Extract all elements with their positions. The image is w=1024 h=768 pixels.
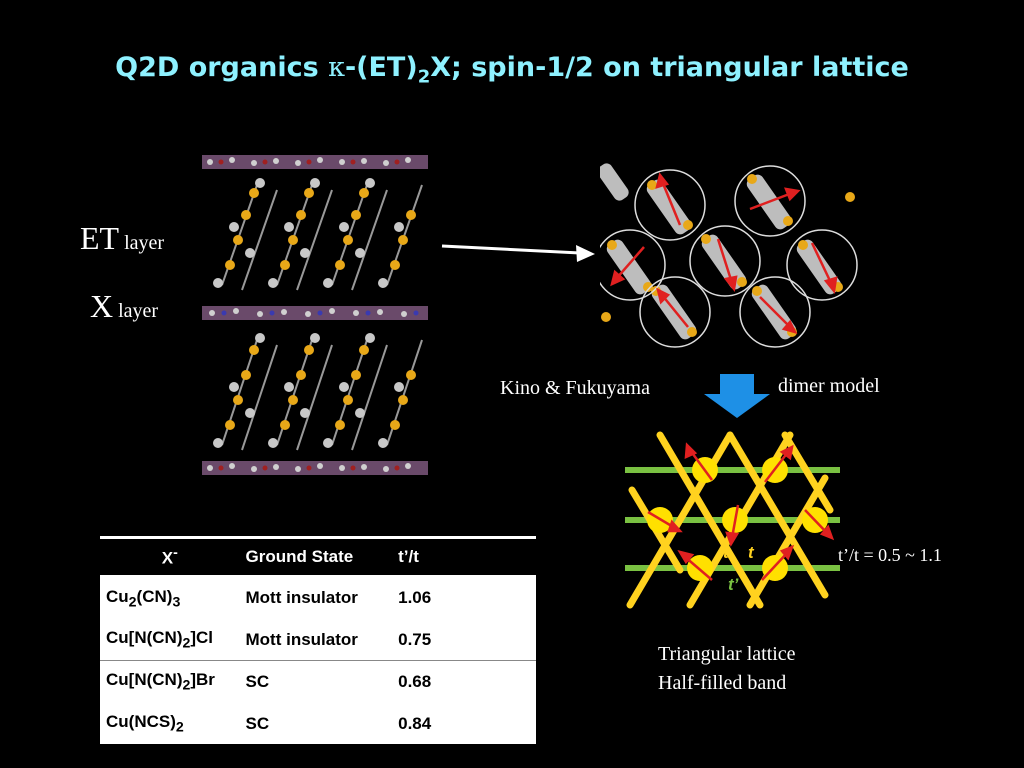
- header-ground-state: Ground State: [240, 538, 393, 577]
- dimer-structure-image: [600, 157, 858, 353]
- title-formula-a: -(ET): [344, 52, 418, 83]
- header-x-sup: -: [173, 545, 178, 561]
- ratio-label: t’/t = 0.5 ~ 1.1: [838, 545, 942, 565]
- page-title: [0, 52, 1024, 87]
- triangular-lattice-diagram: [620, 430, 845, 610]
- t-label-2: t: [748, 543, 754, 562]
- et-layer-word: layer: [119, 232, 165, 254]
- cell-x: $Cu(NCS)_2$: [106, 711, 184, 736]
- cell-x: $Cu[N(CN)_2]Cl$: [106, 628, 214, 652]
- ground-state-table-container: [100, 536, 536, 744]
- cell-x: $Cu[N(CN)_2]Br$: [100, 661, 240, 703]
- table-header-row: [100, 538, 536, 577]
- table-row: [100, 619, 536, 661]
- cell-x: $Cu_2(CN)_3$: [106, 586, 181, 611]
- x-layer-word: layer: [113, 300, 159, 322]
- cell-ratio: 0.84: [398, 713, 432, 733]
- triangular-lattice-label: Triangular lattice: [658, 643, 796, 665]
- cell-ground-state: Mott insulator: [245, 629, 358, 649]
- dimer-model-label: dimer model: [778, 375, 880, 397]
- cell-ground-state: Mott insulator: [245, 588, 358, 608]
- et-layer-label: [80, 220, 164, 257]
- table-row: [100, 661, 536, 703]
- x-label-text: X: [90, 288, 114, 324]
- kappa-symbol: κ: [328, 52, 345, 83]
- table-row: [100, 703, 536, 744]
- title-formula-b: X; spin-1/2 on triangular lattice: [430, 52, 909, 83]
- cell-ratio: 0.75: [398, 629, 432, 649]
- half-filled-band-label: Half-filled band: [658, 672, 787, 694]
- down-arrow-icon: [704, 374, 770, 418]
- header-ratio: t’/t: [392, 538, 536, 577]
- anion-layer-middle: [202, 306, 428, 320]
- x-layer-label: [90, 288, 158, 325]
- right-arrow-icon: [440, 236, 600, 266]
- title-prefix: Q2D organics: [115, 52, 329, 83]
- kino-fukuyama-label: Kino & Fukuyama: [500, 377, 650, 399]
- title-subscript: 2: [417, 66, 431, 88]
- anion-layer-bottom: [202, 461, 428, 475]
- header-x: [100, 538, 240, 577]
- cell-ratio: 0.68: [392, 661, 536, 703]
- table-row: [100, 576, 536, 619]
- anion-layer-top: [202, 155, 428, 169]
- ground-state-table: [100, 536, 536, 744]
- t-label-1: t: [723, 543, 729, 562]
- cell-ratio: 1.06: [398, 588, 432, 608]
- cell-ground-state: SC: [245, 713, 270, 733]
- cell-ground-state: SC: [240, 661, 393, 703]
- t-prime-label: t’: [728, 575, 739, 594]
- crystal-structure-image: [202, 155, 428, 477]
- et-label-text: ET: [80, 220, 120, 256]
- header-x-text: X: [161, 548, 174, 568]
